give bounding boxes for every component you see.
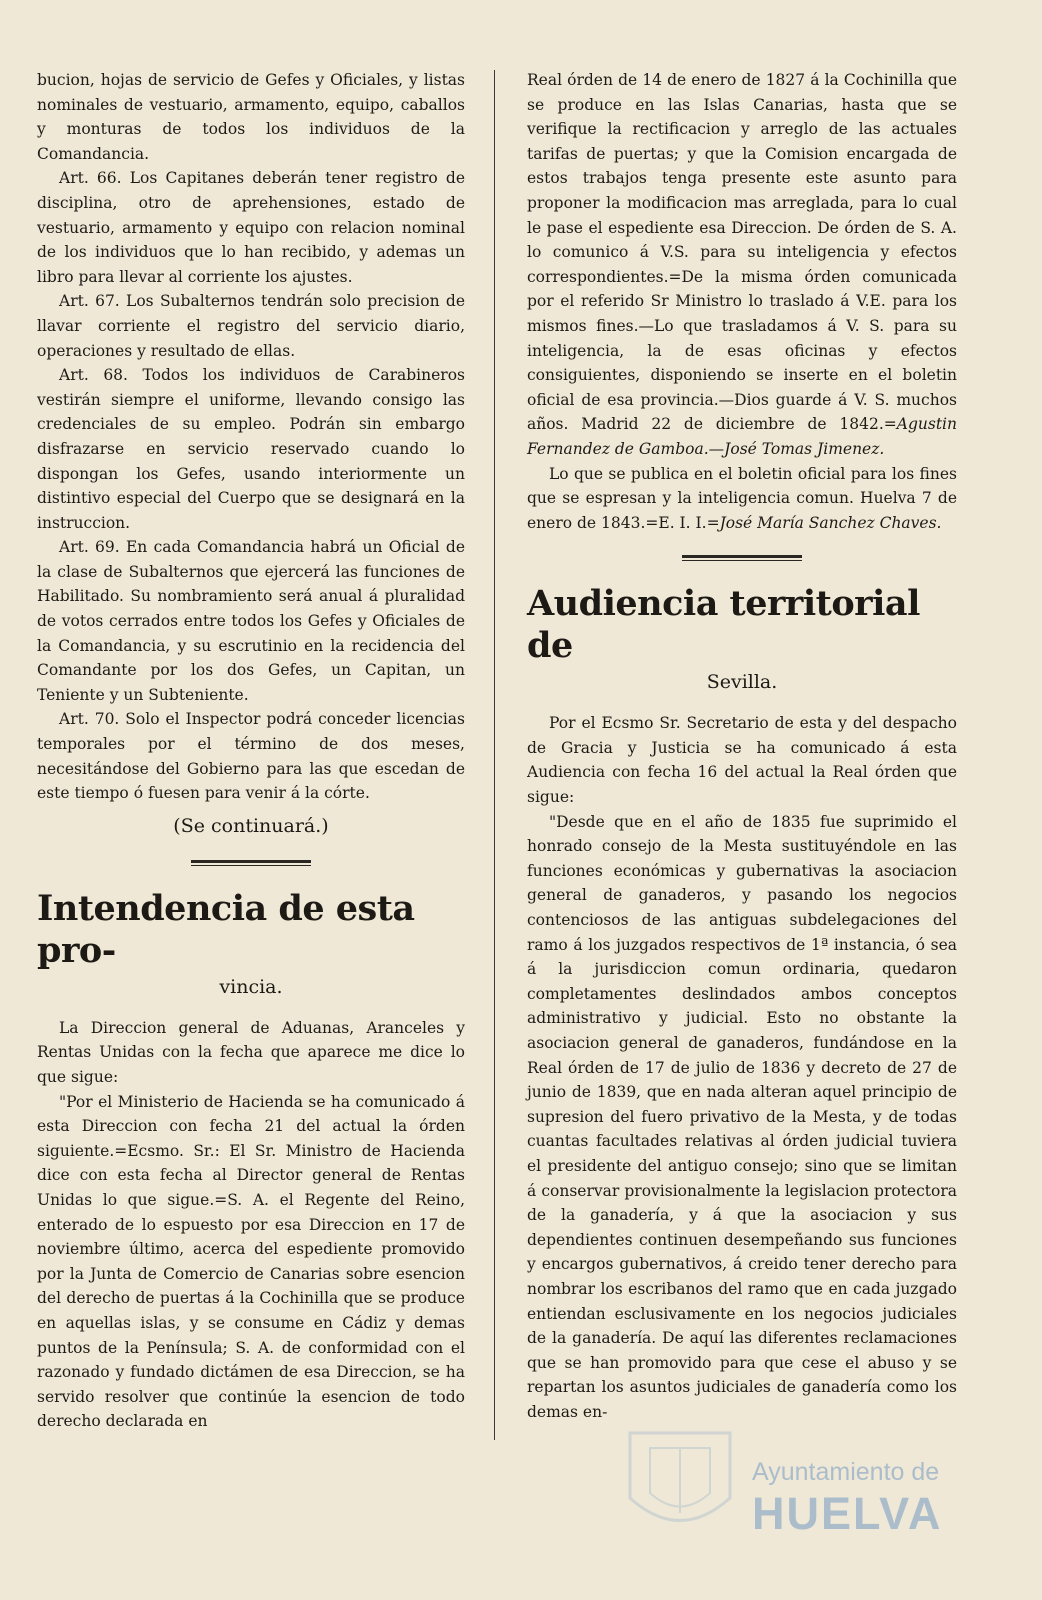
paragraph (527, 462, 957, 536)
article-67: Art. 67. Los Subalternos tendrán solo precision de llavar corriente el registro del servicio diario, operaciones y resultado de ellas. (37, 292, 465, 360)
section-divider (682, 555, 802, 561)
article-69: Art. 69. En cada Comandancia habrá un Oficial de la clase de Subalternos que ejercerá las funciones de Habilitado. Su nombramiento será anual á pluralidad de votos cerrados entre todos los Gefes y Oficiales de la Comandancia, y su escrutinio en la recidencia del Comandante por los dos Gefes, un Capitan, un Teniente y un Subteniente. (37, 538, 465, 704)
section-title-continuation: Sevilla. (706, 671, 778, 694)
paragraph (527, 68, 957, 462)
continues-note: (Se continuará.) (173, 814, 329, 837)
paragraph: La Direccion general de Aduanas, Aranceles y Rentas Unidas con la fecha que aparece me dice lo que sigue: (37, 1018, 465, 1086)
article-70: Art. 70. Solo el Inspector podrá conceder licencias temporales por el término de dos meses, necesitándose del Gobierno para las que escedan de este tiempo ó fuesen para venir á la córte. (37, 710, 465, 803)
section-title-audiencia: Audiencia territorial de (527, 583, 920, 667)
column-divider (494, 70, 495, 1440)
paragraph-text: Lo que se publica en el boletin oficial para los fines que se espresan y la inteligencia comun. Huelva 7 de enero de 1843.=E. I. I.= (527, 464, 957, 532)
left-column (37, 68, 465, 1434)
paragraph: Por el Ecsmo Sr. Secretario de esta y del despacho de Gracia y Justicia se ha comunicado á esta Audiencia con fecha 16 del actual la Real órden que sigue: (527, 714, 957, 807)
watermark-line1: Ayuntamiento de (752, 1458, 940, 1486)
right-column (527, 68, 957, 1425)
section-title-intendencia: Intendencia de esta pro- (37, 887, 415, 971)
paragraph: bucion, hojas de servicio de Gefes y Oficiales, y listas nominales de vestuario, armamento, equipo, caballos y monturas de todos los individuos de la Comandancia. (37, 71, 465, 163)
paragraph: "Desde que en el año de 1835 fue suprimido el honrado consejo de la Mesta sustituyéndole en las funciones económicas y gubernativas la asociacion general de ganaderos, y pasando los negocios contenciosos de las antiguas subdelegaciones del ramo á los juzgados respectivos de 1ª instancia, ó sea á la jurisdiccion comun ordinaria, quedaron completamentes deslindados ambos conceptos administrativo y judicial. Esto no obstante la asociacion general de ganaderos, fundándose en la Real órden de 17 de julio de 1836 y decreto de 27 de junio de 1839, que en nada alteran aquel principio de supresion del fuero privativo de la Mesta, y de todas cuantas facultades relativas al órden judicial tuviera el presidente del antiguo consejo; sino que se limitan á conservar provisionalmente la legislacion protectora de la ganadería, y á que la asociacion y sus dependientes continuen desempeñando sus funciones y encargos gubernativos, á creido tener derecho para nombrar los escribanos del ramo que en cada juzgado entiendan esclusivamente en los negocios judiciales de la ganadería. De aquí las diferentes reclamaciones que se han promovido para que cese el abuso y se repartan los asuntos judiciales de ganadería como los demas en- (527, 812, 957, 1421)
signature: Agustin Fernandez de Gamboa.—José Tomas Jimenez. (527, 415, 957, 458)
paragraph-text: Real órden de 14 de enero de 1827 á la Cochinilla que se produce en las Islas Canarias, hasta que se verifique la rectificacion y arreglo de las actuales tarifas de puertas; y que la Comision encargada de estos trabajos tenga presente este asunto para proponer la modificacion mas arreglada, para lo cual le pase el espediente esa Direccion. De órden de S. A. lo comunico á V.S. para su inteligencia y efectos correspondientes.=De la misma órden comunicada por el referido Sr Ministro lo traslado á V.E. para los mismos fines.—Lo que trasladamos á V. S. para su inteligencia, la de esas oficinas y efectos consiguientes, disponiendo se inserte en el boletin oficial de esa provincia.—Dios guarde á V. S. muchos años. Madrid 22 de diciembre de 1842.= (527, 71, 957, 434)
article-66: Art. 66. Los Capitanes deberán tener registro de disciplina, otro de aprehensiones, estado de vestuario, armamento y equipo con relacion nominal de los individuos que lo han recibido, y ademas un libro para llevar al corriente los ajustes. (37, 169, 465, 286)
section-title-continuation: vincia. (219, 975, 283, 998)
watermark-line2: HUELVA (752, 1488, 943, 1539)
section-divider (191, 860, 311, 866)
article-68: Art. 68. Todos los individuos de Carabineros vestirán siempre el uniforme, llevando consigo las credenciales de su empleo. Podrán sin embargo disfrazarse en servicio reservado cuando lo dispongan los Gefes, usando interiormente un distintivo especial del Cuerpo que se designará en la instruccion. (37, 366, 465, 532)
paragraph: "Por el Ministerio de Hacienda se ha comunicado á esta Direccion con fecha 21 del actual la órden siguiente.=Ecsmo. Sr.: El Sr. Ministro de Hacienda dice con esta fecha al Director general de Rentas Unidas lo que sigue.=S. A. el Regente del Reino, enterado de lo espuesto por esa Direccion en 17 de noviembre último, acerca del espediente promovido por la Junta de Comercio de Canarias sobre esencion del derecho de puertas á la Cochinilla que se produce en aquellas islas, y se consume en Cádiz y demas puntos de la Península; S. A. de conformidad con el razonado y fundado dictámen de esa Direccion, se ha servido resolver que continúe la esencion de todo derecho declarada en (37, 1092, 465, 1431)
signature: José María Sanchez Chaves. (719, 513, 942, 532)
